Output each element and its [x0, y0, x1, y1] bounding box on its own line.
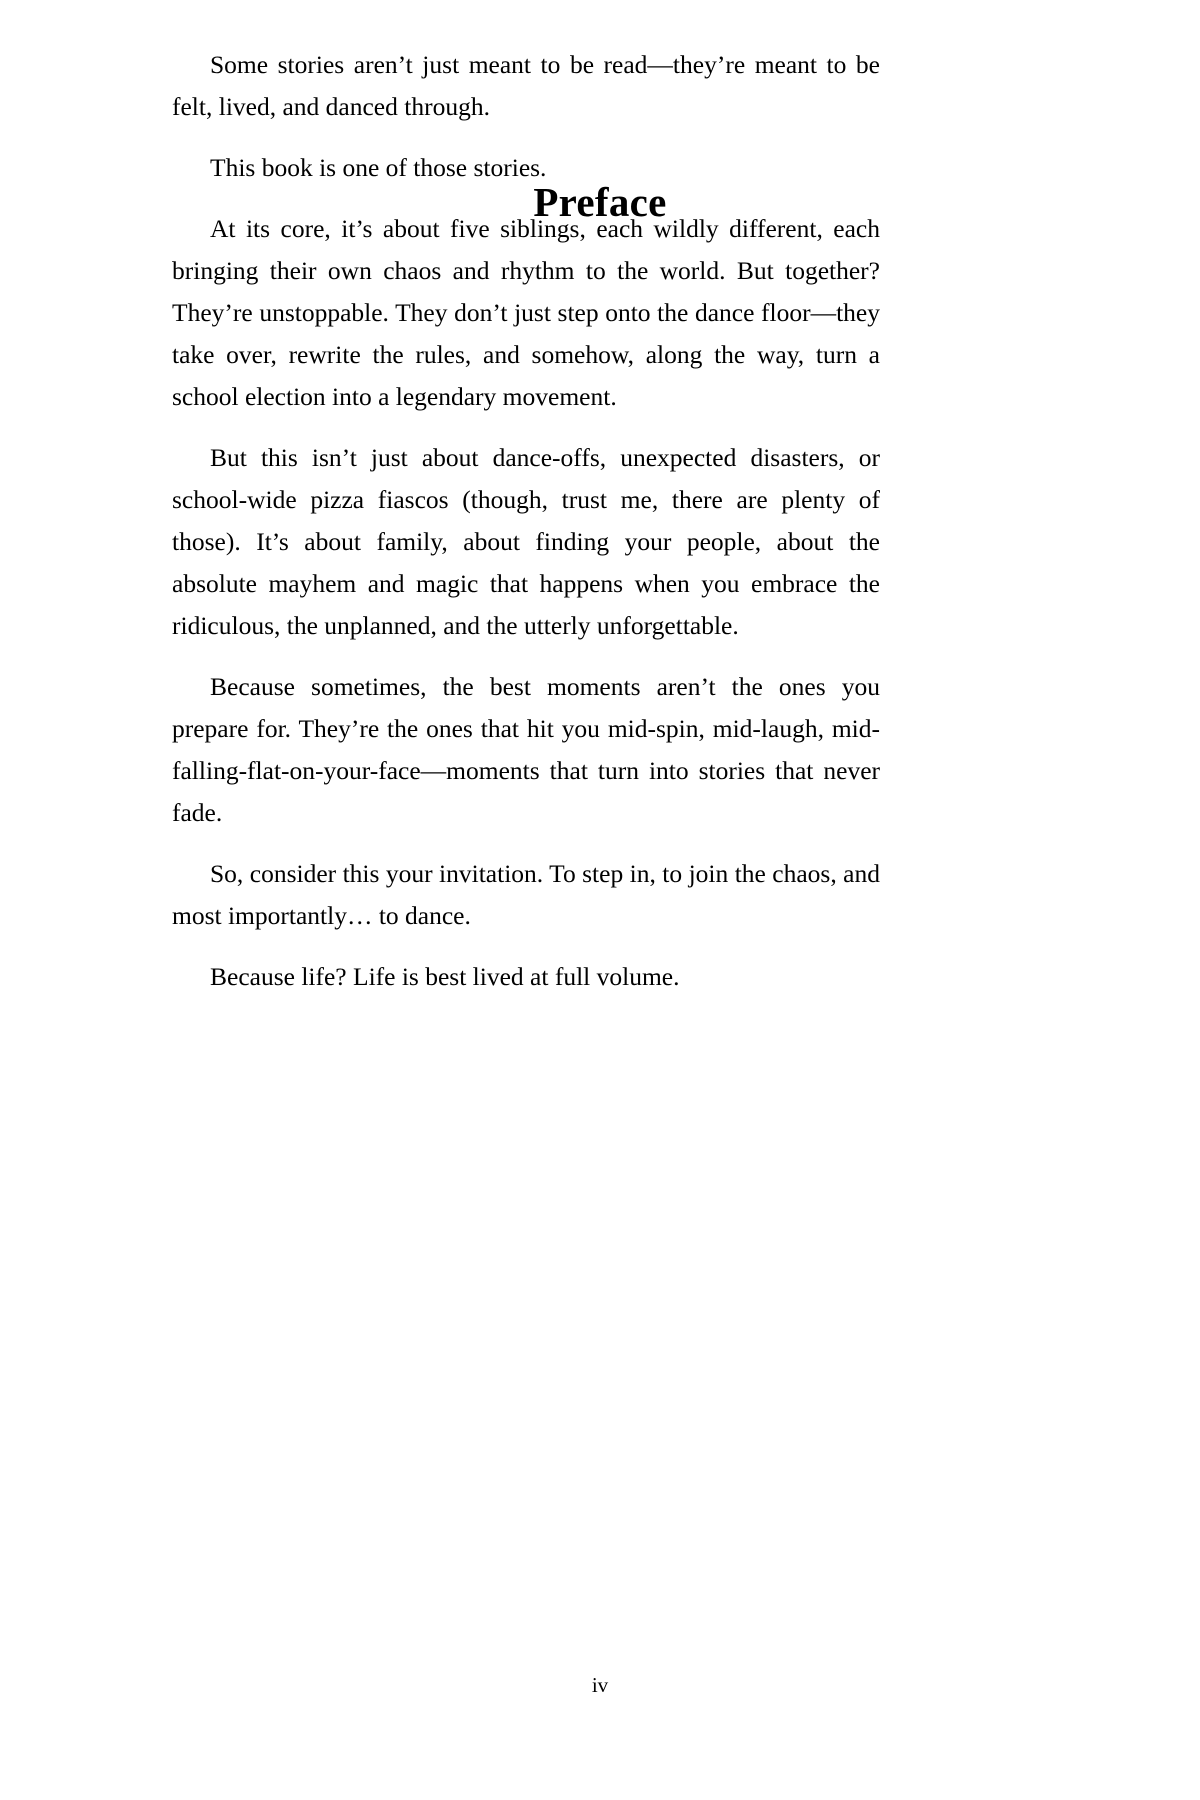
paragraph: So, consider this your invitation. To step in, to join the chaos, and most importantly… to dance. — [172, 859, 880, 930]
paragraph: At its core, it’s about five siblings, each wildly different, each bringing their own chaos and rhythm to the world. But together? They’re unstoppable. They don’t just step onto the dance floor—they take over, rewrite the rules, and somehow, along the way, turn a school election into a legendary movement. — [172, 214, 880, 411]
paragraph: Because sometimes, the best moments aren’t the ones you prepare for. They’re the ones that hit you mid-spin, mid-laugh, mid-falling-flat-on-your-face—moments that turn into stories that never fade. — [172, 672, 880, 827]
paragraph: Some stories aren’t just meant to be read—they’re meant to be felt, lived, and danced through. — [172, 50, 880, 121]
page-number: iv — [591, 1673, 609, 1697]
paragraph: But this isn’t just about dance-offs, unexpected disasters, or school-wide pizza fiascos (though, trust me, there are plenty of those). It’s about family, about finding your people, about the absolute mayhem and magic that happens when you embrace the ridiculous, the unplanned, and the utterly unforgettable. — [172, 443, 880, 640]
body-text-block — [172, 0, 880, 998]
paragraph: Because life? Life is best lived at full volume. — [210, 962, 680, 991]
paragraph: This book is one of those stories. — [210, 153, 547, 182]
page-title: Preface — [533, 179, 667, 225]
page-content — [172, 0, 880, 998]
